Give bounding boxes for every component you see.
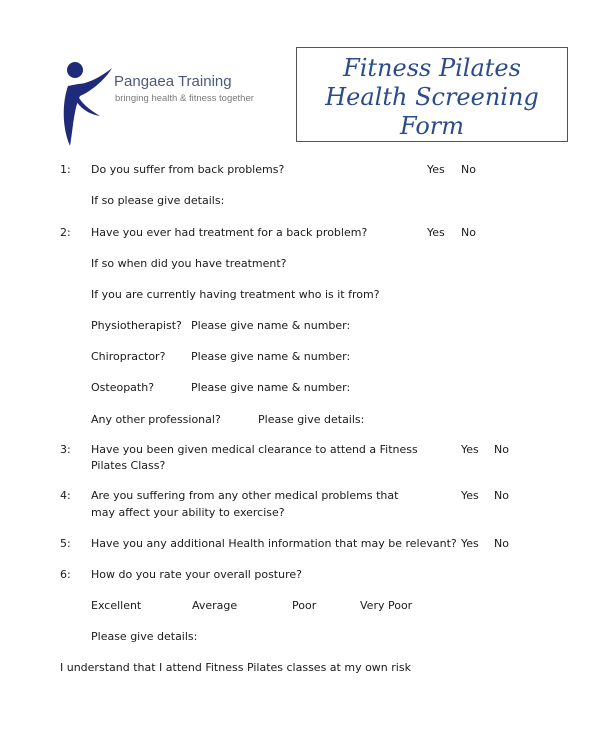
logo-figure-head (67, 62, 83, 78)
question-1-number: 1: (60, 163, 71, 176)
question-2-yes[interactable]: Yes (427, 226, 445, 239)
question-2-number: 2: (60, 226, 71, 239)
provider-chiropractor: Chiropractor? (91, 350, 166, 363)
posture-option-very-poor[interactable]: Very Poor (360, 599, 413, 612)
question-6-details-prompt: Please give details: (91, 630, 198, 643)
provider-physiotherapist-prompt: Please give name & number: (191, 319, 351, 332)
provider-physiotherapist: Physiotherapist? (91, 319, 182, 332)
provider-osteopath: Osteopath? (91, 381, 155, 394)
provider-other: Any other professional? (91, 413, 221, 426)
question-2-sub-from: If you are currently having treatment who is it from? (91, 288, 380, 301)
question-1-yes[interactable]: Yes (427, 163, 445, 176)
question-5-text: Have you any additional Health information that may be relevant? (91, 537, 457, 550)
question-4-text-line2: may affect your ability to exercise? (91, 506, 285, 519)
question-3-text-line1: Have you been given medical clearance to attend a Fitness (91, 443, 418, 456)
question-3-number: 3: (60, 443, 71, 456)
provider-chiropractor-prompt: Please give name & number: (191, 350, 351, 363)
form-title-box (296, 47, 568, 142)
question-4-yes[interactable]: Yes (461, 489, 479, 502)
title-line-3: Form (399, 112, 465, 140)
question-6-number: 6: (60, 568, 71, 581)
question-2-sub-when: If so when did you have treatment? (91, 257, 287, 270)
logo-figure-arm (74, 96, 100, 116)
question-4-number: 4: (60, 489, 71, 502)
question-1-details-prompt: If so please give details: (91, 194, 225, 207)
risk-acknowledgement: I understand that I attend Fitness Pilates classes at my own risk (60, 661, 411, 674)
question-3-yes[interactable]: Yes (461, 443, 479, 456)
question-6-text: How do you rate your overall posture? (91, 568, 302, 581)
posture-option-excellent[interactable]: Excellent (91, 599, 142, 612)
question-2-text: Have you ever had treatment for a back problem? (91, 226, 368, 239)
question-1-no[interactable]: No (461, 163, 476, 176)
posture-option-average[interactable]: Average (192, 599, 238, 612)
question-3-no[interactable]: No (494, 443, 509, 456)
question-5-no[interactable]: No (494, 537, 509, 550)
title-line-2: Health Screening (325, 83, 539, 111)
question-4-no[interactable]: No (494, 489, 509, 502)
question-2-no[interactable]: No (461, 226, 476, 239)
logo-figure-body (64, 68, 112, 146)
logo-tagline: bringing health & fitness together (115, 93, 254, 104)
question-4-text-line1: Are you suffering from any other medical problems that (91, 489, 399, 502)
question-3-text-line2: Pilates Class? (91, 459, 166, 472)
logo-company-name: Pangaea Training (114, 73, 232, 90)
question-1-text: Do you suffer from back problems? (91, 163, 285, 176)
posture-option-poor[interactable]: Poor (292, 599, 317, 612)
provider-osteopath-prompt: Please give name & number: (191, 381, 351, 394)
question-5-yes[interactable]: Yes (461, 537, 479, 550)
title-line-1: Fitness Pilates (343, 54, 521, 82)
question-5-number: 5: (60, 537, 71, 550)
provider-other-prompt: Please give details: (258, 413, 365, 426)
